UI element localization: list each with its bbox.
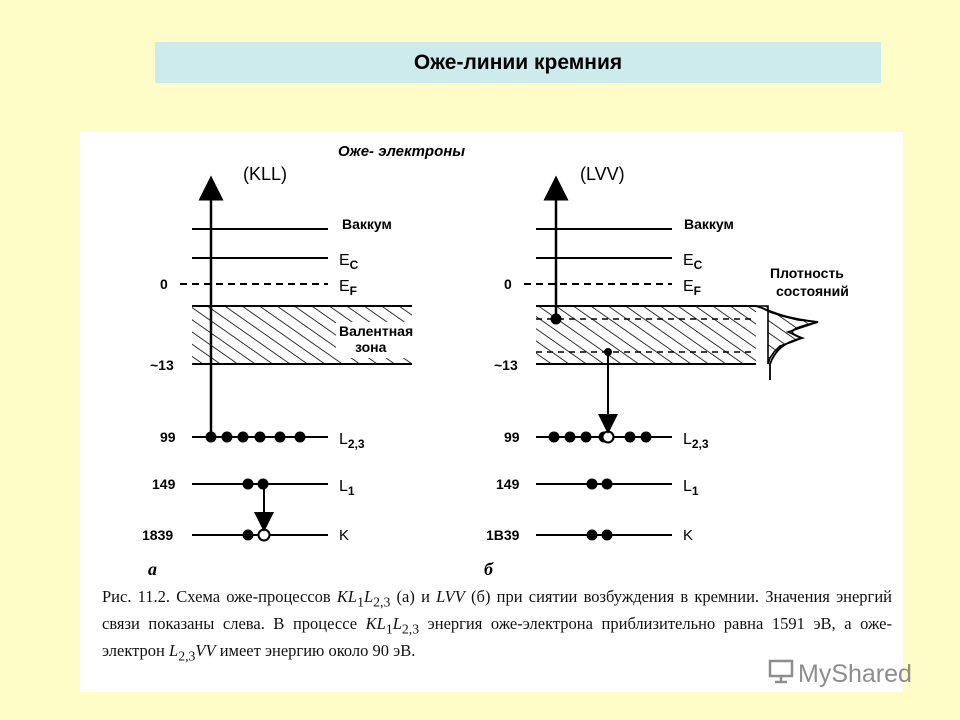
k-label: K [339, 527, 350, 544]
energy-99: 99 [160, 429, 176, 445]
dos-label-2: состояний [776, 283, 849, 299]
l23-hole [603, 432, 614, 443]
slide-title: Оже-линии кремния [155, 42, 881, 83]
presentation-icon [768, 658, 794, 691]
vacuum-label: Ваккум [342, 216, 392, 232]
l23-label: $L_{2,3}$ [339, 431, 365, 451]
valence-band-hatch [536, 306, 756, 364]
energy-1839: 1839 [142, 527, 174, 543]
valence-label-2: зона [355, 339, 387, 355]
k-electron [243, 530, 254, 541]
diagram-kll [142, 164, 424, 579]
valence-label: Валентная [339, 323, 414, 339]
energy-13: ~13 [494, 357, 518, 373]
l23-label: $L_{2,3}$ [683, 431, 709, 451]
energy-149: 149 [496, 476, 520, 492]
ef-label: $E_F$ [683, 278, 702, 298]
watermark [768, 656, 928, 692]
energy-0: 0 [160, 276, 168, 292]
ec-label: $E_C$ [683, 252, 703, 272]
vacuum-label: Ваккум [684, 216, 734, 232]
energy-149: 149 [152, 476, 176, 492]
panel-label-a: а [148, 559, 157, 579]
figure-panel [80, 132, 903, 692]
k-label: K [683, 527, 694, 544]
process-label-lvv: (LVV) [580, 164, 625, 184]
panel-label-b: б [484, 559, 493, 579]
energy-99: 99 [504, 429, 520, 445]
ec-label: $E_C$ [339, 252, 359, 272]
ef-label: $E_F$ [339, 278, 358, 298]
figure-caption: Рис. 11.2. Схема оже-процессов $KL_1L_{2,3}$ (а) и LVV (б) при сиятии возбуждения в кремнии. Значения энергий связи показаны слева. В процессе $KL_1L_{2,3}$ энергия оже-электрона приблизительно равна 1591 эВ, а оже-электрон $L_{2,3}VV$ имеет энергию около 90 эВ. [102, 587, 892, 663]
watermark-text: MyShared [798, 659, 912, 688]
l1-label: $L_1$ [339, 478, 355, 498]
valence-electron-emitted [551, 314, 562, 325]
l1-label: $L_1$ [683, 478, 699, 498]
energy-0: 0 [504, 276, 512, 292]
k-hole [259, 530, 270, 541]
energy-13: ~13 [150, 357, 174, 373]
process-label-kll: (KLL) [243, 164, 288, 184]
auger-electrons-label: Оже- электроны [338, 143, 466, 160]
dos-label-1: Плотность [770, 265, 844, 281]
dos-curve [756, 306, 818, 364]
dos-outline [756, 306, 818, 380]
diagram-lvv [484, 164, 849, 579]
energy-1839: 1B39 [486, 527, 520, 543]
